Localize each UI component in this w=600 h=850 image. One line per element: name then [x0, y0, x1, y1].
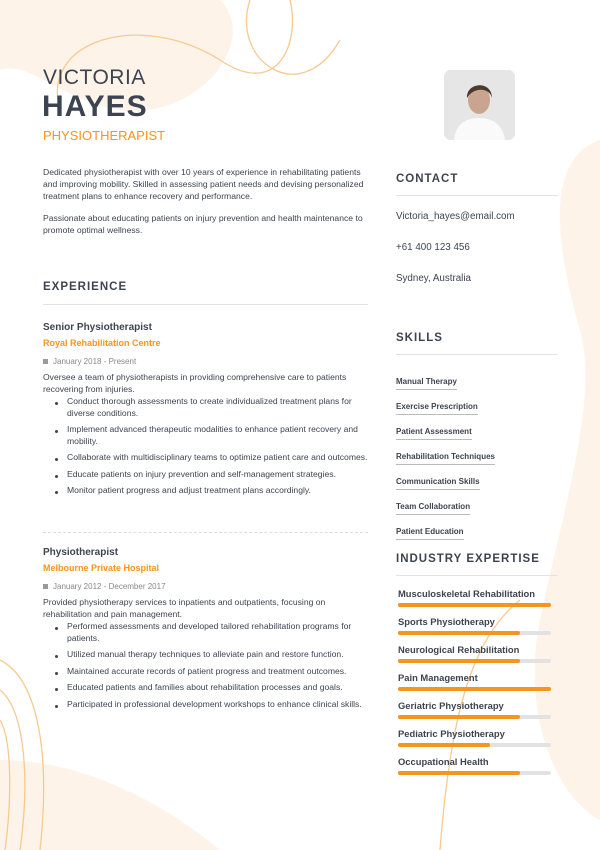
skill-item — [396, 471, 558, 496]
bullet: Monitor patient progress and adjust treatment plans accordingly. — [43, 485, 368, 497]
expertise-bar — [398, 715, 551, 719]
expertise-bar — [398, 659, 551, 663]
expertise-label: Occupational Health — [398, 756, 489, 767]
expertise-bar — [398, 771, 551, 775]
expertise-section — [396, 553, 558, 784]
calendar-icon — [43, 584, 48, 589]
contact-heading: CONTACT — [396, 173, 459, 185]
skill-label: Exercise Prescription — [396, 402, 478, 415]
job-divider — [43, 532, 368, 533]
first-name: VICTORIA — [43, 66, 146, 89]
job-description: Provided physiotherapy services to inpatients and outpatients, focusing on rehabilitation and pain management. — [43, 597, 326, 619]
bullet: Educated patients and families about rehabilitation processes and goals. — [43, 682, 368, 694]
skill-label: Team Collaboration — [396, 502, 470, 515]
expertise-bar-fill — [398, 631, 520, 635]
skill-item — [396, 521, 558, 546]
skill-item — [396, 496, 558, 521]
job-dates: January 2012 - December 2017 — [43, 582, 368, 591]
expertise-bar-fill — [398, 659, 520, 663]
expertise-bar — [398, 687, 551, 691]
skill-item — [396, 396, 558, 421]
job-title: PHYSIOTHERAPIST — [43, 128, 166, 143]
skill-item — [396, 371, 558, 396]
job-entry — [43, 322, 368, 502]
expertise-item — [398, 616, 558, 644]
expertise-item — [398, 644, 558, 672]
expertise-bar-fill — [398, 603, 551, 607]
skill-label: Patient Education — [396, 527, 464, 540]
divider — [43, 304, 368, 305]
expertise-item — [398, 700, 558, 728]
expertise-label: Musculoskeletal Rehabilitation — [398, 588, 536, 599]
bullet: Collaborate with multidisciplinary teams to optimize patient care and outcomes. — [43, 452, 368, 464]
divider — [396, 354, 558, 355]
bullet: Conduct thorough assessments to create individualized treatment plans for diverse conditions. — [43, 396, 368, 419]
job-title: Physiotherapist — [43, 547, 119, 558]
bullet: Educate patients on injury prevention and self-management strategies. — [43, 469, 368, 481]
calendar-icon — [43, 359, 48, 364]
expertise-item — [398, 672, 558, 700]
profile-photo — [444, 70, 515, 140]
skill-label: Manual Therapy — [396, 377, 457, 390]
expertise-bar-fill — [398, 715, 520, 719]
summary-paragraph: Dedicated physiotherapist with over 10 years of experience in rehabilitating patients and improving mobility. Skilled in assessing patient needs and devising personalized treatment plans to enhance recovery and performance. — [43, 167, 364, 201]
job-entry — [43, 547, 368, 715]
last-name: HAYES — [42, 90, 148, 123]
summary — [43, 166, 373, 236]
expertise-label: Neurological Rehabilitation — [398, 644, 520, 655]
expertise-item — [398, 756, 558, 784]
expertise-heading: INDUSTRY EXPERTISE — [396, 553, 540, 565]
expertise-bar-fill — [398, 771, 520, 775]
divider — [396, 575, 558, 576]
skill-label: Communication Skills — [396, 477, 480, 490]
experience-heading: EXPERIENCE — [43, 281, 128, 293]
skills-heading: SKILLS — [396, 332, 443, 344]
expertise-item — [398, 728, 558, 756]
divider — [396, 195, 558, 196]
summary-paragraph: Passionate about educating patients on injury prevention and health maintenance to promote optimal wellness. — [43, 213, 363, 235]
expertise-item — [398, 588, 558, 616]
job-bullets — [43, 396, 368, 497]
expertise-label: Geriatric Physiotherapy — [398, 700, 504, 711]
expertise-label: Pain Management — [398, 672, 478, 683]
skill-label: Rehabilitation Techniques — [396, 452, 495, 465]
company: Royal Rehabilitation Centre — [43, 338, 161, 348]
bullet: Maintained accurate records of patient progress and treatment outcomes. — [43, 666, 368, 678]
expertise-label: Pediatric Physiotherapy — [398, 728, 505, 739]
skill-label: Patient Assessment — [396, 427, 472, 440]
bullet: Utilized manual therapy techniques to alleviate pain and restore function. — [43, 649, 368, 661]
phone: +61 400 123 456 — [396, 242, 470, 253]
expertise-bar — [398, 603, 551, 607]
experience-section — [43, 281, 368, 305]
skill-item — [396, 421, 558, 446]
email[interactable]: Victoria_hayes@email.com — [396, 211, 515, 222]
skills-section — [396, 332, 558, 546]
expertise-bar-fill — [398, 687, 551, 691]
contact-section — [396, 173, 558, 304]
company: Melbourne Private Hospital — [43, 563, 160, 573]
bullet: Participated in professional development workshops to enhance clinical skills. — [43, 699, 368, 711]
job-description: Oversee a team of physiotherapists in providing comprehensive care to patients recovering from injuries. — [43, 372, 347, 394]
bullet: Performed assessments and developed tailored rehabilitation programs for patients. — [43, 621, 368, 644]
expertise-label: Sports Physiotherapy — [398, 616, 495, 627]
job-bullets — [43, 621, 368, 710]
bullet: Implement advanced therapeutic modalities to enhance patient recovery and mobility. — [43, 424, 368, 447]
skill-item — [396, 446, 558, 471]
expertise-bar — [398, 743, 551, 747]
job-dates: January 2018 - Present — [43, 357, 368, 366]
expertise-bar-fill — [398, 743, 490, 747]
expertise-bar — [398, 631, 551, 635]
job-title: Senior Physiotherapist — [43, 322, 152, 333]
location: Sydney, Australia — [396, 273, 471, 284]
